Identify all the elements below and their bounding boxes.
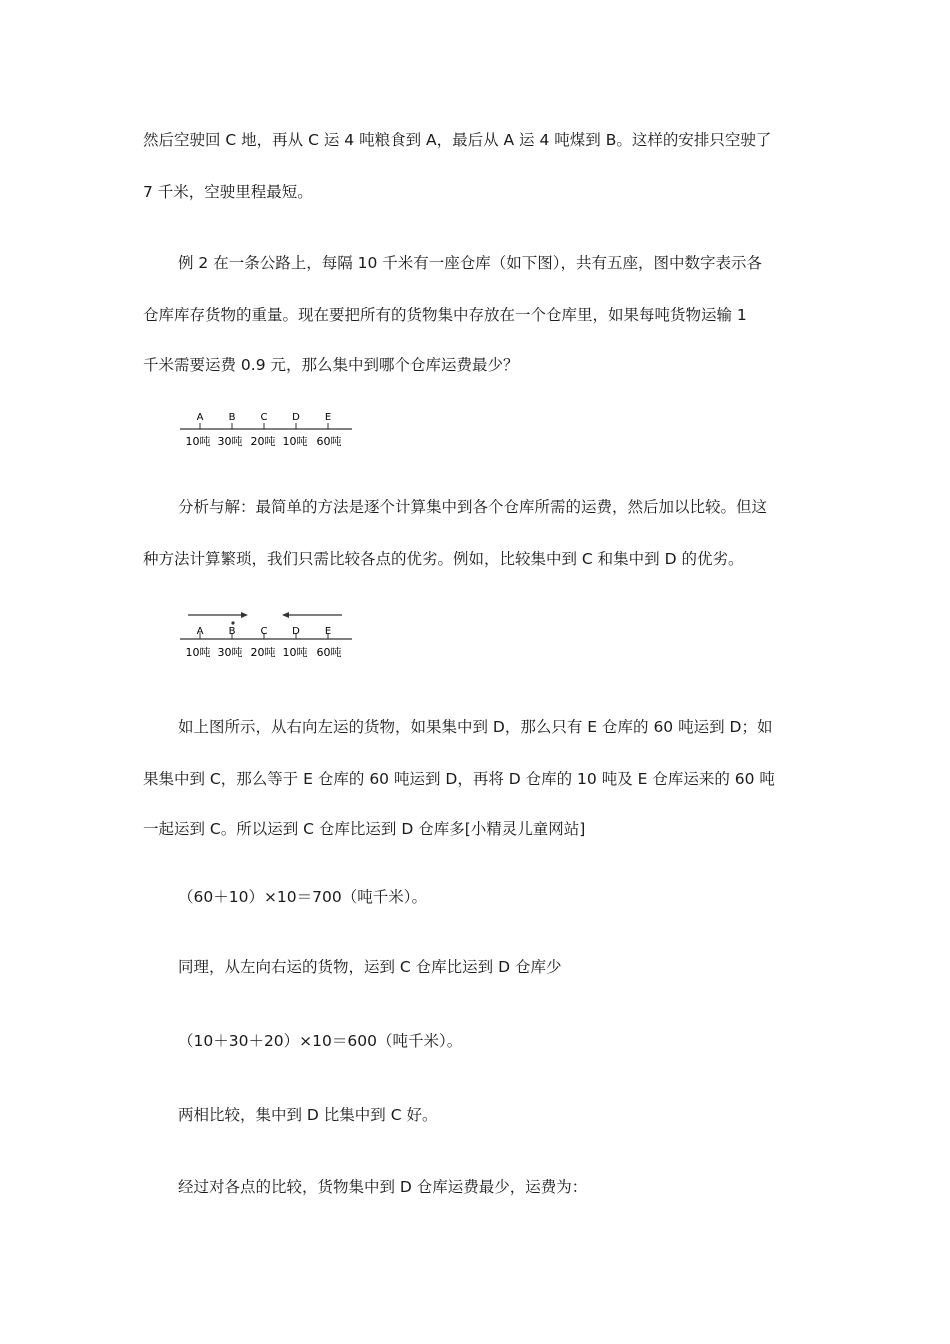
warehouse-label: B — [228, 412, 236, 423]
warehouse-weight: 20吨 — [250, 435, 276, 448]
paragraph-line: 如上图所示，从右向左运的货物，如果集中到 D，那么只有 E 仓库的 60 吨运到 D；如 — [178, 718, 773, 736]
warehouse-weight: 20吨 — [250, 646, 276, 659]
paragraph-line: 果集中到 C，那么等于 E 仓库的 60 吨运到 D，再将 D 仓库的 10 吨及 E 仓库运来的 60 吨 — [143, 770, 775, 788]
warehouse-weight: 60吨 — [316, 646, 342, 659]
warehouse-label: B — [228, 626, 236, 637]
warehouse-diagram — [178, 408, 358, 456]
warehouse-weight: 10吨 — [282, 646, 308, 659]
paragraph-line: 两相比较，集中到 D 比集中到 C 好。 — [178, 1106, 438, 1124]
warehouse-label: D — [292, 412, 300, 423]
warehouse-weight: 30吨 — [217, 646, 243, 659]
warehouse-label: A — [196, 626, 204, 637]
warehouse-label: D — [292, 626, 300, 637]
warehouse-weight: 10吨 — [185, 646, 211, 659]
paragraph-line: 7 千米，空驶里程最短。 — [143, 183, 313, 201]
right-arrow-head — [241, 612, 248, 618]
paragraph-line: 一起运到 C。所以运到 C 仓库比运到 D 仓库多[小精灵儿童网站] — [143, 820, 586, 838]
warehouse-weight: 60吨 — [316, 435, 342, 448]
warehouse-label: A — [196, 412, 204, 423]
marker-dot — [231, 621, 234, 624]
paragraph-line: 千米需要运费 0.9 元，那么集中到哪个仓库运费最少？ — [143, 356, 519, 374]
warehouse-weight: 10吨 — [185, 435, 211, 448]
paragraph-line: 经过对各点的比较，货物集中到 D 仓库运费最少，运费为： — [178, 1178, 588, 1196]
paragraph-line: 分析与解：最简单的方法是逐个计算集中到各个仓库所需的运费，然后加以比较。但这 — [178, 498, 768, 516]
warehouse-weight: 30吨 — [217, 435, 243, 448]
warehouse-label: C — [260, 412, 268, 423]
paragraph-line: 例 2 在一条公路上，每隔 10 千米有一座仓库（如下图），共有五座，图中数字表示各 — [178, 254, 763, 272]
warehouse-label: E — [324, 626, 332, 637]
warehouse-arrow-diagram — [178, 606, 358, 666]
left-arrow-head — [282, 612, 289, 618]
warehouse-label: C — [260, 626, 268, 637]
equation-line: （10＋30＋20）×10＝600（吨千米）。 — [178, 1032, 463, 1050]
paragraph-line: 同理，从左向右运的货物，运到 C 仓库比运到 D 仓库少 — [178, 958, 562, 976]
warehouse-weight: 10吨 — [282, 435, 308, 448]
paragraph-line: 仓库库存货物的重量。现在要把所有的货物集中存放在一个仓库里，如果每吨货物运输 1 — [143, 306, 747, 324]
paragraph-line: 然后空驶回 C 地，再从 C 运 4 吨粮食到 A，最后从 A 运 4 吨煤到 B。这样的安排只空驶了 — [143, 131, 772, 149]
equation-line: （60＋10）×10＝700（吨千米）。 — [178, 888, 427, 906]
paragraph-line: 种方法计算繁琐，我们只需比较各点的优劣。例如，比较集中到 C 和集中到 D 的优劣。 — [143, 550, 744, 568]
warehouse-label: E — [324, 412, 332, 423]
